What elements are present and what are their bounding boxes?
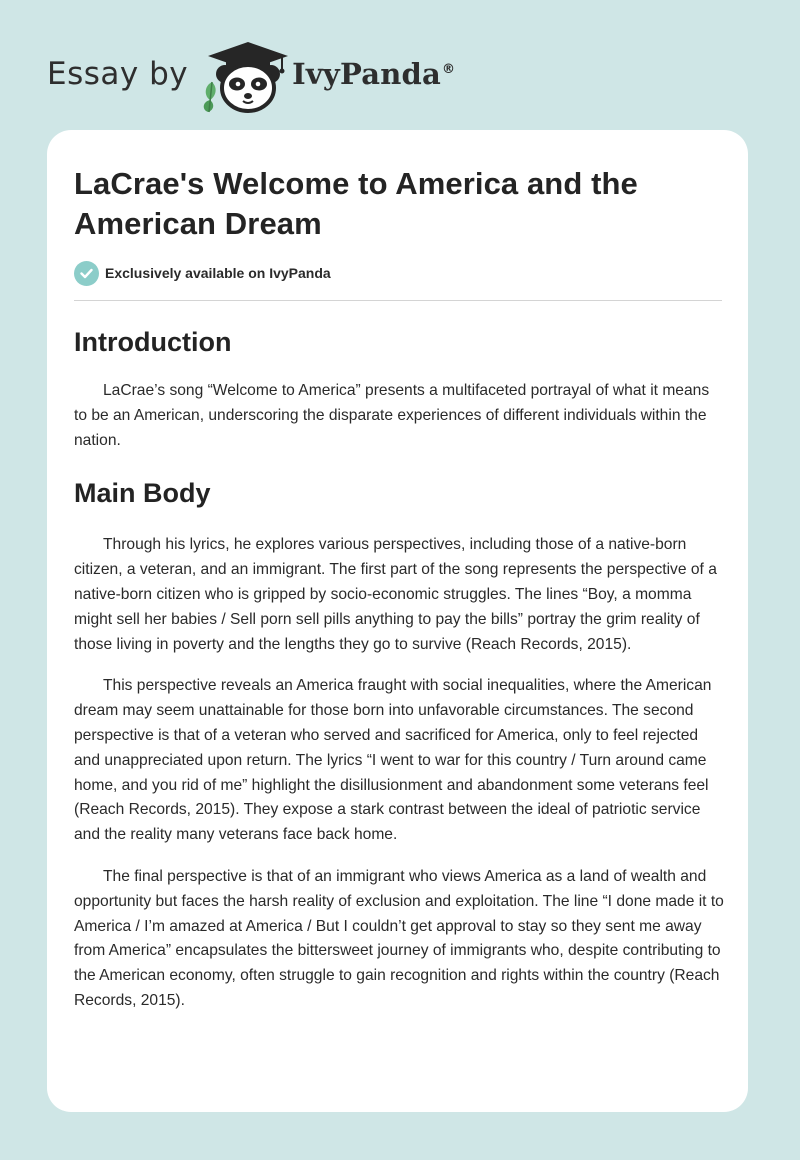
divider <box>74 300 722 301</box>
brand-name-text: IvyPanda <box>292 57 441 91</box>
section-heading-introduction: Introduction <box>74 327 232 357</box>
panda-graduate-icon <box>198 34 298 114</box>
brand-header <box>47 34 455 114</box>
essay-card <box>47 130 748 1112</box>
brand-name <box>292 57 455 91</box>
registered-mark: ® <box>441 62 456 78</box>
paragraph: LaCrae’s song “Welcome to America” presents a multifaceted portrayal of what it means to be an American, underscoring the disparate experiences of different individuals within the nation. <box>74 382 710 449</box>
section-heading-main-body: Main Body <box>74 478 211 509</box>
brand-prefix: Essay by <box>47 56 189 92</box>
paragraph: Through his lyrics, he explores various perspectives, including those of a native-born citizen, a veteran, and an immigrant. The first part of the song represents the perspective of a native-born citizen who is gripped by socio-economic struggles. The lines “Boy, a momma might sell her babies / Sell porn sell pills anything to pay the bills” portray the grim reality of those living in poverty and the lengths they go to survive (Reach Records, 2015). <box>74 536 717 653</box>
exclusive-badge <box>74 260 722 286</box>
badge-text: Exclusively available on IvyPanda <box>105 265 331 281</box>
paragraph: The final perspective is that of an immigrant who views America as a land of wealth and opportunity but faces the harsh reality of exclusion and exploitation. The line “I done made it to America / I’m amazed at America / But I couldn’t get approval to stay so they sent me away from America” encapsulates the bittersweet journey of immigrants who, despite contributing to the American economy, often struggle to gain recognition and rights within the country (Reach Records, 2015). <box>74 867 724 1009</box>
check-circle-icon <box>74 261 99 286</box>
paragraph: This perspective reveals an America fraught with social inequalities, where the American dream may seem unattainable for those born into unfavorable circumstances. The second perspective is that of a veteran who served and sacrificed for America, only to feel rejected and unappreciated upon return. The lyrics “I went to war for this country / Turn around came home, and you rid of me” highlight the disillusionment and abandonment some veterans feel (Reach Records, 2015). They expose a stark contrast between the ideal of patriotic service and the reality many veterans face back home. <box>74 677 712 844</box>
essay-title: LaCrae's Welcome to America and the American Dream <box>74 166 638 241</box>
